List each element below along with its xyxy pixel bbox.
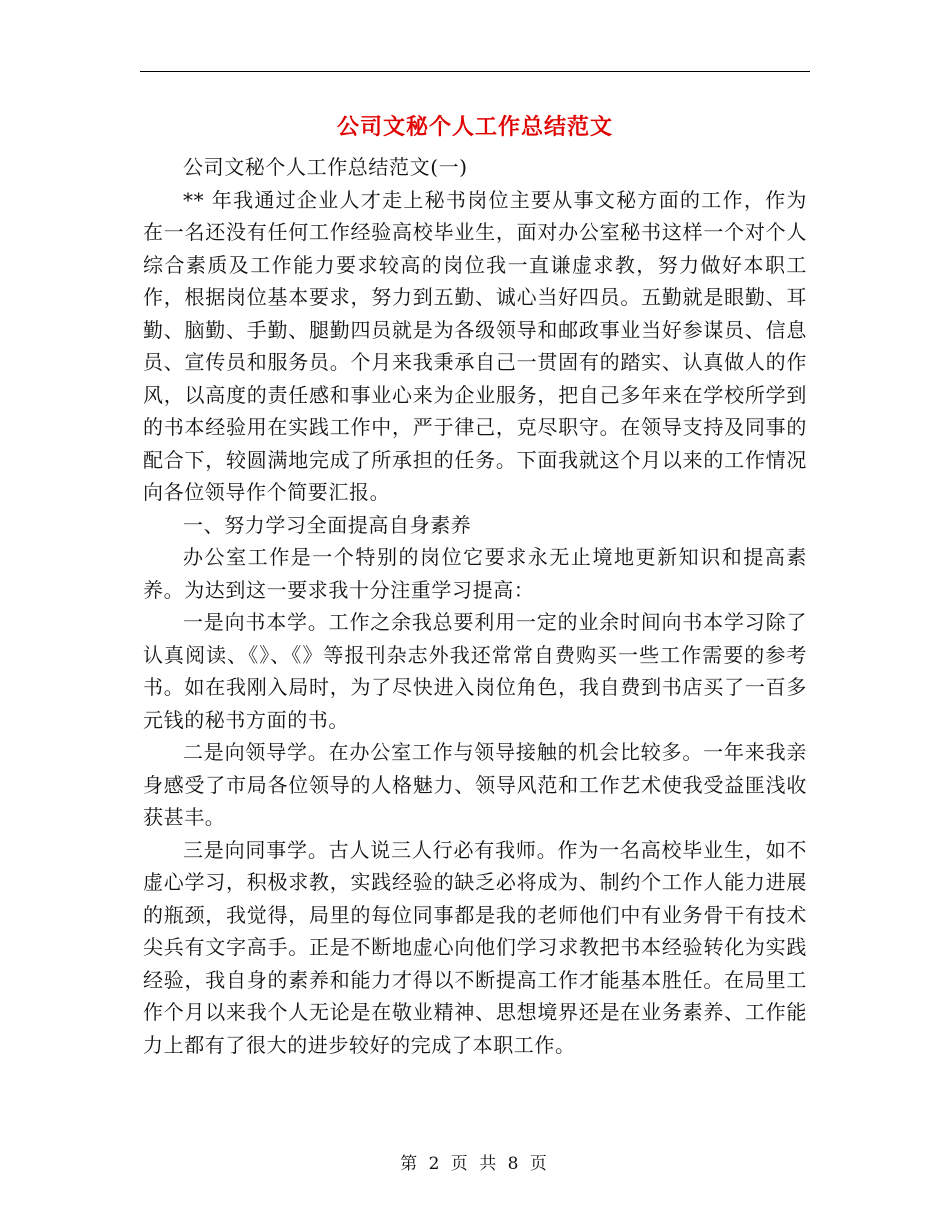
body-paragraph: 二是向领导学。在办公室工作与领导接触的机会比较多。一年来我亲身感受了市局各位领导的人格魅力、领导风范和工作艺术使我受益匪浅收获甚丰。: [143, 740, 807, 829]
intro-paragraph: ** 年我通过企业人才走上秘书岗位主要从事文秘方面的工作，作为在一名还没有任何工作经验高校毕业生，面对办公室秘书这样一个对个人综合素质及工作能力要求较高的岗位我一直谦虚求教，努力做好本职工作，根据岗位基本要求，努力到五勤、诚心当好四员。五勤就是眼勤、耳勤、脑勤、手勤、腿勤四员就是为各级领导和邮政事业当好参谋员、信息员、宣传员和服务员。个月来我秉承自己一贯固有的踏实、认真做人的作风，以高度的责任感和事业心来为企业服务，把自己多年来在学校所学到的书本经验用在实践工作中，严于律己，克尽职守。在领导支持及同事的配合下，较圆满地完成了所承担的任务。下面我就这个月以来的工作情况向各位领导作个简要汇报。: [143, 187, 807, 504]
section-heading: 一、努力学习全面提高自身素养: [183, 512, 472, 537]
document-body: [143, 151, 807, 1061]
body-paragraph: 一是向书本学。工作之余我总要利用一定的业余时间向书本学习除了认真阅读、《》、《》等报刊杂志外我还常常自费购买一些工作需要的参考书。如在我刚入局时，为了尽快进入岗位角色，我自费到书店买了一百多元钱的秘书方面的书。: [143, 610, 807, 732]
header-rule: [140, 71, 810, 72]
body-paragraph: 三是向同事学。古人说三人行必有我师。作为一名高校毕业生，如不虚心学习，积极求教，实践经验的缺乏必将成为、制约个工作人能力进展的瓶颈，我觉得，局里的每位同事都是我的老师他们中有业务骨干有技术尖兵有文字高手。正是不断地虚心向他们学习求教把书本经验转化为实践经验，我自身的素养和能力才得以不断提高工作才能基本胜任。在局里工作个月以来我个人无论是在敬业精神、思想境界还是在业务素养、工作能力上都有了很大的进步较好的完成了本职工作。: [143, 837, 807, 1057]
subtitle-paragraph: 公司文秘个人工作总结范文(一): [183, 155, 468, 179]
body-paragraph: 办公室工作是一个特别的岗位它要求永无止境地更新知识和提高素养。为达到这一要求我十分注重学习提高：: [143, 545, 807, 602]
document-title: 公司文秘个人工作总结范文: [336, 114, 613, 140]
page-number: 第 2 页 共 8 页: [400, 1154, 550, 1174]
